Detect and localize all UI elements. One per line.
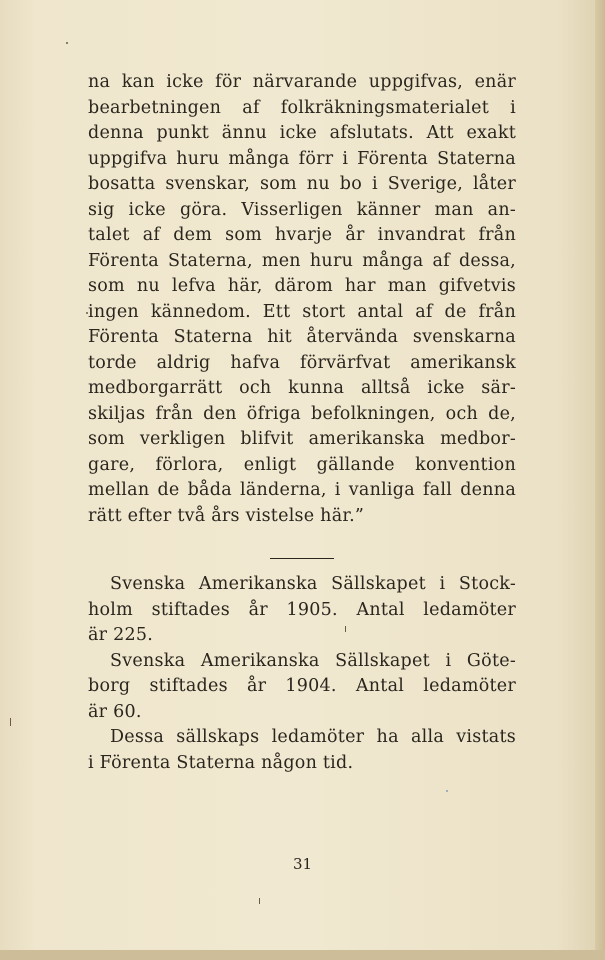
paragraph-goteborg-society <box>88 649 516 726</box>
text-line: i Förenta Staterna någon tid. <box>88 752 354 773</box>
text-line: talet af dem som hvarje år invandrat från <box>88 225 516 245</box>
text-line: skiljas från den öfriga befolkningen, och de, <box>88 403 516 424</box>
text-line: sig icke göra. Visserligen känner man an- <box>88 199 516 220</box>
text-line: Svenska Amerikanska Sällskapet i Göte- <box>110 650 516 671</box>
paper-speck <box>259 898 260 904</box>
page-number: 31 <box>292 855 313 873</box>
text-line: na kan icke för närvarande uppgifvas, enär <box>88 72 516 92</box>
body-text <box>88 70 516 776</box>
page-edge-bottom <box>0 950 605 960</box>
text-line: Svenska Amerikanska Sällskapet i Stock- <box>110 574 516 594</box>
section-divider <box>270 558 334 559</box>
text-line: Förenta Staterna, men huru många af dessa, <box>88 250 516 271</box>
text-line: borg stiftades år 1904. Antal ledamöter <box>88 676 516 696</box>
text-line: medborgarrätt och kunna alltså icke sär- <box>88 378 516 398</box>
text-line: Förenta Staterna hit återvända svenskarna <box>88 327 516 347</box>
text-line: torde aldrig hafva förvärfvat amerikansk <box>88 352 516 373</box>
text-line: som nu lefva här, därom har man gifvetvis <box>88 276 516 296</box>
text-line: holm stiftades år 1905. Antal ledamöter <box>88 599 516 620</box>
text-line: gare, förlora, enligt gällande konvention <box>88 454 516 475</box>
paper-speck <box>66 42 68 44</box>
paragraph-stockholm-society <box>88 572 516 649</box>
text-line: Dessa sällskaps ledamöter ha alla vistats <box>110 727 516 747</box>
text-line: bosatta svenskar, som nu bo i Sverige, låter <box>88 174 516 194</box>
paper-speck <box>446 790 448 792</box>
text-line: rätt efter två års vistelse här.” <box>88 505 365 526</box>
paper-speck <box>10 718 11 726</box>
text-line: som verkligen blifvit amerikanska medbor- <box>88 429 516 449</box>
text-line: är 225. <box>88 625 154 645</box>
paragraph-members <box>88 725 516 776</box>
text-line: är 60. <box>88 701 142 722</box>
paper-speck <box>345 626 346 632</box>
paragraph-continued <box>88 70 516 529</box>
text-line: ingen kännedom. Ett stort antal af de från <box>88 301 516 322</box>
page-edge-right <box>595 0 605 960</box>
text-line: uppgifva huru många förr i Förenta Staterna <box>88 148 516 169</box>
text-line: mellan de båda länderna, i vanliga fall denna <box>88 480 516 500</box>
paper-speck <box>86 312 88 314</box>
text-line: denna punkt ännu icke afslutats. Att exakt <box>88 123 516 143</box>
text-line: bearbetningen af folkräkningsmaterialet i <box>88 97 516 118</box>
